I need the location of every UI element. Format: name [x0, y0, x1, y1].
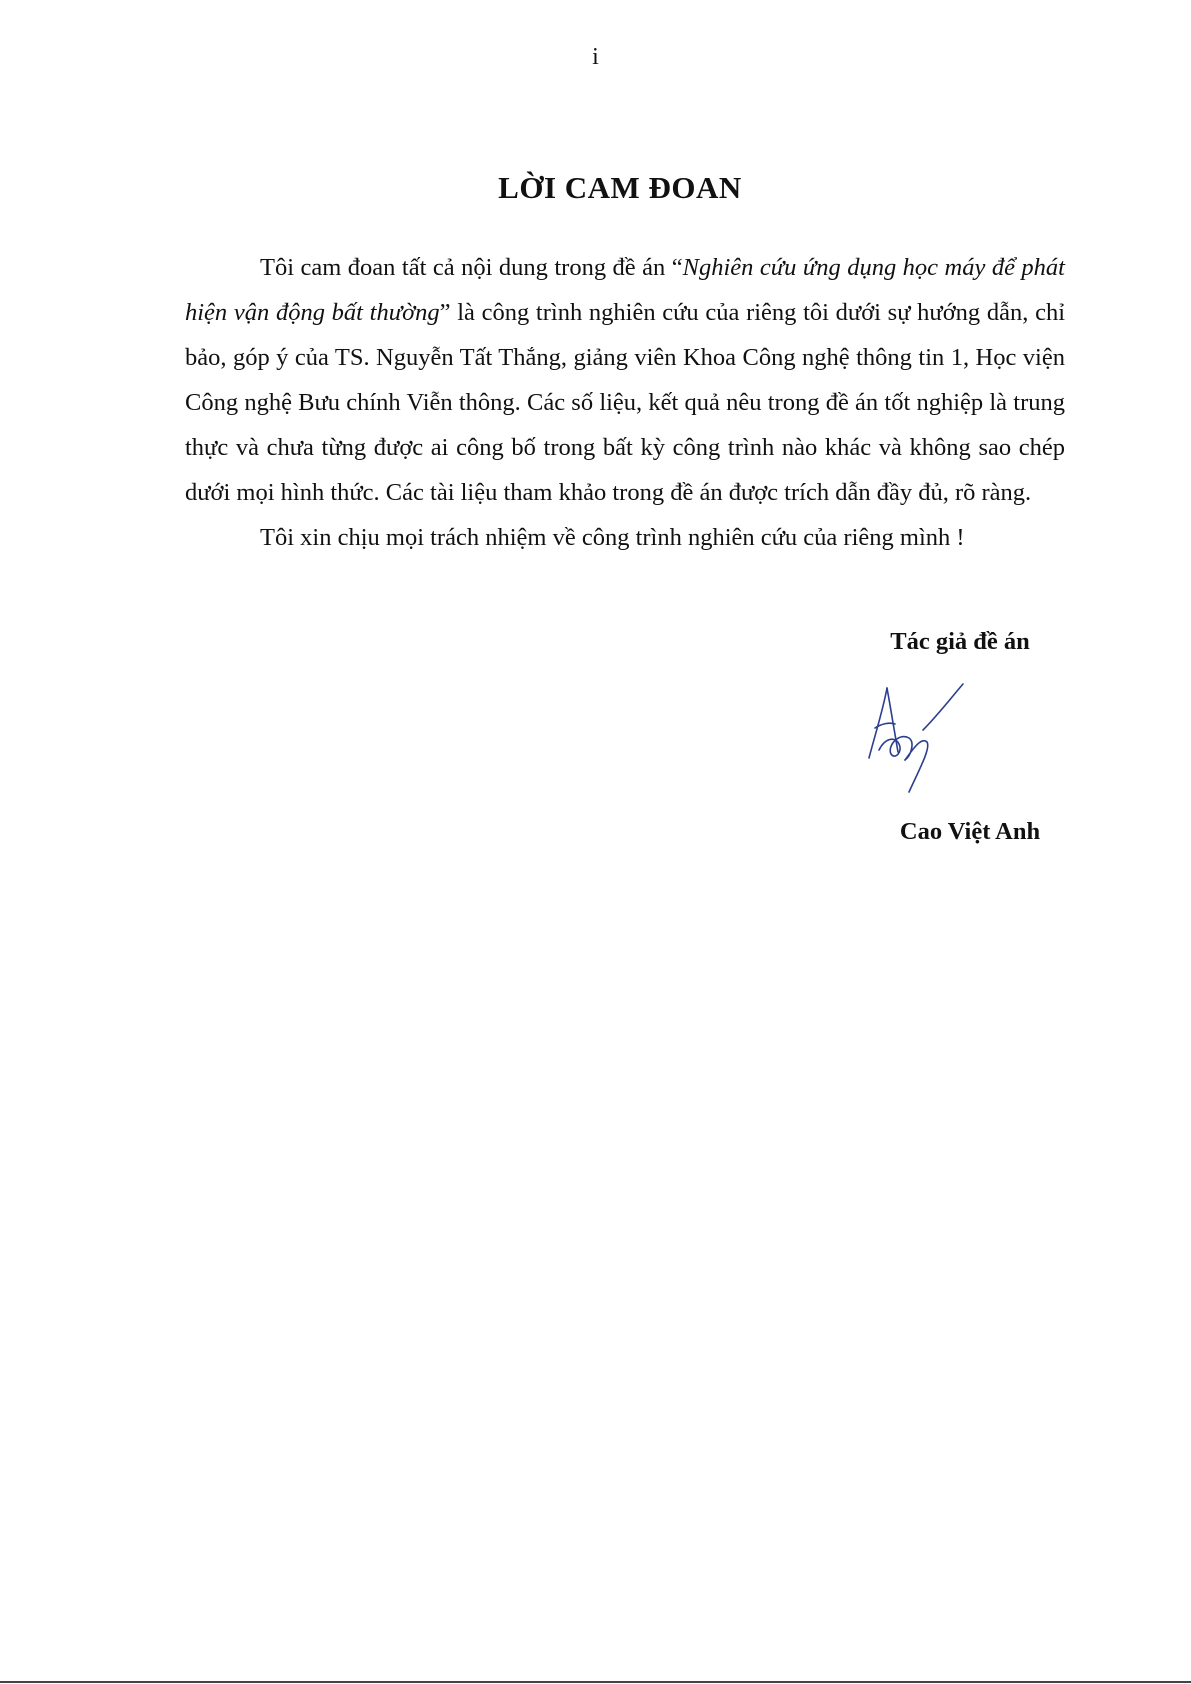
signature-strokes: [869, 684, 963, 792]
page-title: LỜI CAM ĐOAN: [498, 170, 742, 205]
declaration-paragraph-1: [185, 245, 1065, 515]
page-number: i: [592, 44, 599, 70]
author-name: Cao Việt Anh: [899, 818, 1041, 845]
declaration-paragraph-2: Tôi xin chịu mọi trách nhiệm về công trình nghiên cứu của riêng mình !: [260, 524, 965, 551]
author-label: Tác giả đề án: [890, 628, 1030, 655]
signature-image: [865, 680, 985, 805]
page-bottom-edge: [0, 1681, 1191, 1683]
project-title: Nghiên cứu ứng dụng học máy để phát hiện vận động bất thường: [185, 254, 1065, 326]
paragraph-1-prefix: Tôi cam đoan tất cả nội dung trong đề án “: [260, 254, 683, 281]
declaration-body: [185, 245, 1065, 560]
paragraph-1-suffix: ” là công trình nghiên cứu của riêng tôi dưới sự hướng dẫn, chỉ bảo, góp ý của TS. Nguyễn Tất Thắng, giảng viên Khoa Công nghệ thông tin 1, Học viện Công nghệ Bưu chính Viễn thông. Các số liệu, kết quả nêu trong đề án tốt nghiệp là trung thực và chưa từng được ai công bố trong bất kỳ công trình nào khác và không sao chép dưới mọi hình thức. Các tài liệu tham khảo trong đề án được trích dẫn đầy đủ, rõ ràng.: [185, 299, 1065, 506]
